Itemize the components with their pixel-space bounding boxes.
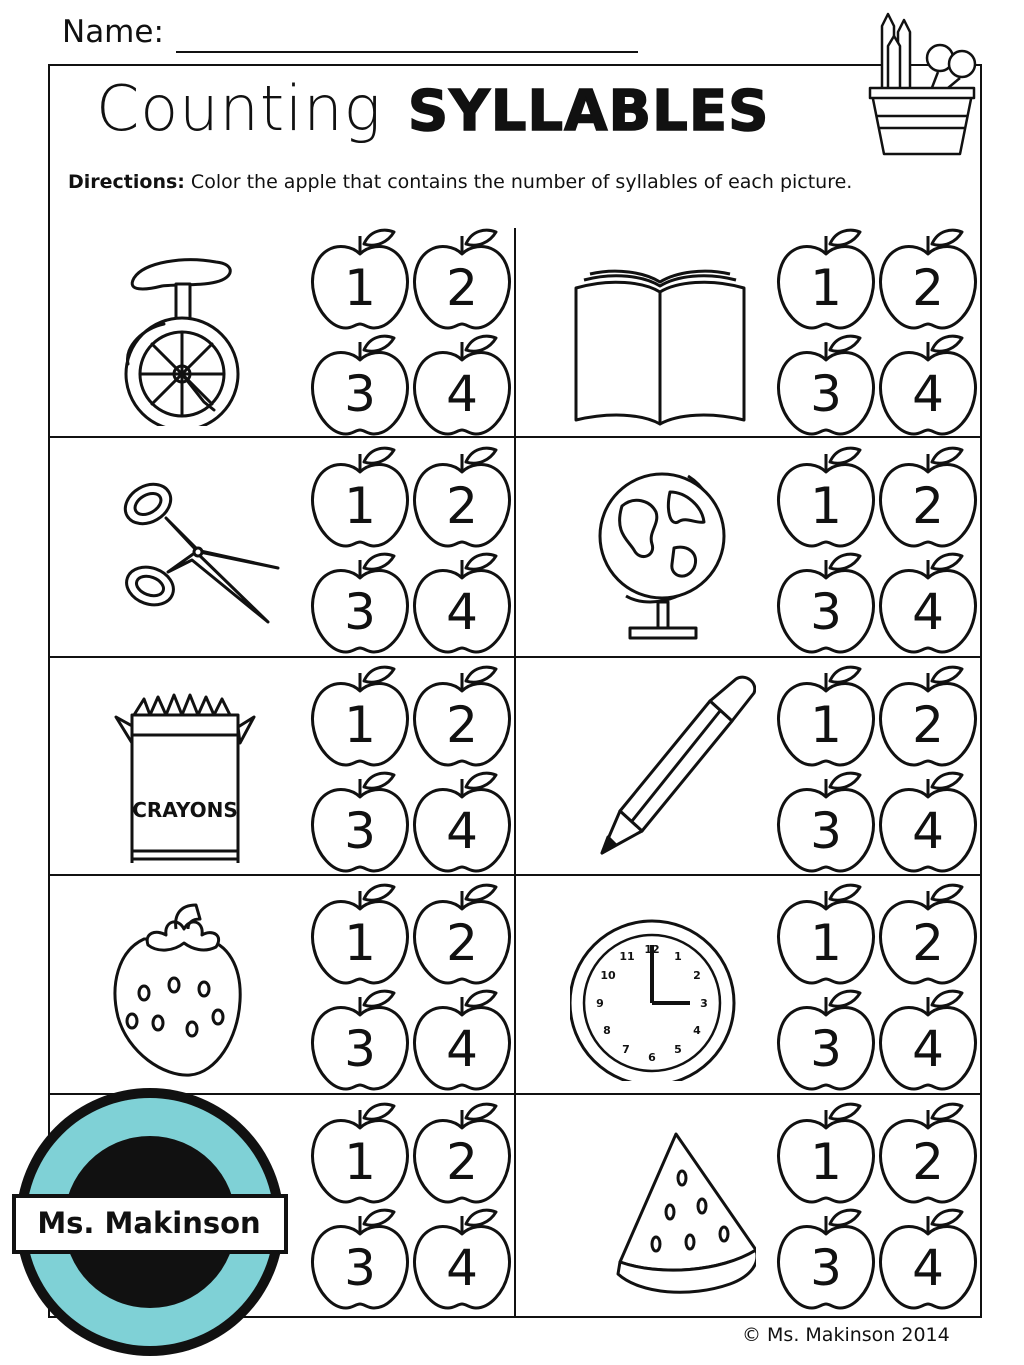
- cell-unicycle: [50, 220, 516, 440]
- apple-number: 2: [912, 1133, 944, 1191]
- apple-number: 4: [446, 1020, 478, 1078]
- apple-choices: [308, 661, 514, 875]
- apple-option-4[interactable]: [410, 985, 514, 1093]
- clock-number-11: 11: [619, 950, 635, 963]
- apple-number: 4: [446, 365, 478, 423]
- apple-option-4[interactable]: [876, 767, 980, 875]
- name-label: Name:: [62, 14, 164, 50]
- clock-number-12: 12: [644, 943, 660, 956]
- apple-number: 1: [344, 696, 376, 754]
- apple-option-2[interactable]: [410, 1098, 514, 1206]
- apple-choices: [308, 1098, 514, 1312]
- apple-option-1[interactable]: [308, 224, 412, 332]
- strawberry-icon: [104, 889, 290, 1081]
- apple-option-2[interactable]: [410, 661, 514, 769]
- apple-number: 1: [344, 259, 376, 317]
- apple-number: 3: [344, 1239, 376, 1297]
- pencil-icon: [570, 671, 756, 863]
- apple-number: 1: [810, 914, 842, 972]
- apple-option-1[interactable]: [308, 661, 412, 769]
- apple-number: 4: [912, 583, 944, 641]
- apple-number: 4: [446, 583, 478, 641]
- apple-option-2[interactable]: [410, 879, 514, 987]
- logo-text: Ms. Makinson: [37, 1206, 261, 1240]
- crayons-box-label: CRAYONS: [132, 798, 238, 822]
- title-syllables: SYLLABLES: [407, 79, 770, 144]
- apple-number: 1: [810, 259, 842, 317]
- apple-option-4[interactable]: [876, 548, 980, 656]
- apple-option-2[interactable]: [876, 661, 980, 769]
- apple-option-3[interactable]: [308, 330, 412, 438]
- cell-pencil: [516, 657, 982, 877]
- apple-option-2[interactable]: [410, 442, 514, 550]
- apple-number: 3: [810, 1239, 842, 1297]
- scissors-icon: [104, 452, 290, 644]
- cell-scissors: [50, 438, 516, 658]
- apple-option-3[interactable]: [774, 330, 878, 438]
- apple-number: 4: [912, 802, 944, 860]
- apple-number: 3: [810, 802, 842, 860]
- apple-option-3[interactable]: [774, 548, 878, 656]
- apple-number: 2: [912, 259, 944, 317]
- apple-number: 2: [446, 696, 478, 754]
- globe-icon: [570, 452, 756, 644]
- apple-option-4[interactable]: [410, 767, 514, 875]
- apple-number: 4: [912, 365, 944, 423]
- apple-number: 3: [810, 583, 842, 641]
- unicycle-icon: [104, 234, 290, 426]
- clock-number-6: 6: [648, 1051, 656, 1064]
- apple-number: 2: [446, 259, 478, 317]
- cell-clock: [516, 875, 982, 1095]
- apple-number: 3: [810, 1020, 842, 1078]
- apple-option-2[interactable]: [876, 224, 980, 332]
- apple-option-4[interactable]: [410, 548, 514, 656]
- apple-number: 1: [810, 696, 842, 754]
- apple-number: 3: [344, 802, 376, 860]
- apple-number: 1: [344, 914, 376, 972]
- apple-number: 4: [912, 1239, 944, 1297]
- clock-icon: [570, 889, 756, 1081]
- apple-number: 3: [344, 365, 376, 423]
- apple-number: 3: [344, 583, 376, 641]
- apple-number: 2: [446, 1133, 478, 1191]
- apple-number: 2: [446, 477, 478, 535]
- apple-option-1[interactable]: [774, 661, 878, 769]
- directions-text: Color the apple that contains the number of syllables of each picture.: [184, 171, 853, 193]
- directions: [68, 171, 852, 193]
- clock-number-8: 8: [603, 1024, 611, 1037]
- apple-number: 2: [912, 914, 944, 972]
- clock-number-3: 3: [700, 997, 708, 1010]
- apple-option-1[interactable]: [774, 224, 878, 332]
- apple-number: 1: [810, 1133, 842, 1191]
- apple-choices: [308, 879, 514, 1093]
- apple-option-4[interactable]: [876, 985, 980, 1093]
- crayons-icon: [104, 671, 290, 863]
- name-blank-line[interactable]: [176, 51, 638, 53]
- apple-choices: [308, 224, 514, 438]
- apple-option-2[interactable]: [876, 1098, 980, 1206]
- apple-option-1[interactable]: [774, 442, 878, 550]
- clock-number-1: 1: [674, 950, 682, 963]
- clock-number-2: 2: [693, 969, 701, 982]
- apple-option-2[interactable]: [410, 224, 514, 332]
- apple-number: 4: [912, 1020, 944, 1078]
- clock-number-4: 4: [693, 1024, 701, 1037]
- clock-number-5: 5: [674, 1043, 682, 1056]
- apple-number: 2: [446, 914, 478, 972]
- watermelon-icon: [570, 1108, 756, 1300]
- apple-choices: [774, 879, 980, 1093]
- apple-number: 4: [446, 802, 478, 860]
- apple-option-1[interactable]: [774, 879, 878, 987]
- apple-option-4[interactable]: [876, 330, 980, 438]
- apple-option-4[interactable]: [410, 1204, 514, 1312]
- directions-label: Directions:: [68, 171, 185, 193]
- apple-option-3[interactable]: [774, 985, 878, 1093]
- apple-option-1[interactable]: [308, 442, 412, 550]
- cell-strawberry: [50, 875, 516, 1095]
- apple-option-3[interactable]: [308, 767, 412, 875]
- apple-option-4[interactable]: [876, 1204, 980, 1312]
- cell-crayons: [50, 657, 516, 877]
- apple-choices: [774, 442, 980, 656]
- apple-option-1[interactable]: [774, 1098, 878, 1206]
- copyright: © Ms. Makinson 2014: [742, 1324, 950, 1346]
- apple-option-3[interactable]: [308, 985, 412, 1093]
- apple-choices: [774, 661, 980, 875]
- cell-watermelon: [516, 1094, 982, 1314]
- apple-number: 3: [810, 365, 842, 423]
- apple-number: 1: [344, 477, 376, 535]
- apple-option-1[interactable]: [308, 1098, 412, 1206]
- title-counting: Counting: [96, 72, 382, 145]
- apple-option-3[interactable]: [774, 1204, 878, 1312]
- apple-number: 4: [446, 1239, 478, 1297]
- apple-number: 2: [912, 696, 944, 754]
- apple-number: 1: [810, 477, 842, 535]
- apple-number: 2: [912, 477, 944, 535]
- apple-option-4[interactable]: [410, 330, 514, 438]
- apple-number: 3: [344, 1020, 376, 1078]
- clock-number-10: 10: [600, 969, 616, 982]
- clock-number-9: 9: [596, 997, 604, 1010]
- apple-choices: [308, 442, 514, 656]
- book-icon: [570, 234, 756, 426]
- apple-option-3[interactable]: [308, 1204, 412, 1312]
- pencil-cup-icon: [858, 6, 986, 158]
- worksheet-title: [96, 72, 769, 152]
- apple-option-3[interactable]: [774, 767, 878, 875]
- apple-option-1[interactable]: [308, 879, 412, 987]
- apple-choices: [774, 1098, 980, 1312]
- apple-option-2[interactable]: [876, 442, 980, 550]
- apple-option-2[interactable]: [876, 879, 980, 987]
- apple-option-3[interactable]: [308, 548, 412, 656]
- cell-book: [516, 220, 982, 440]
- apple-choices: [774, 224, 980, 438]
- apple-number: 1: [344, 1133, 376, 1191]
- clock-number-7: 7: [622, 1043, 630, 1056]
- cell-globe: [516, 438, 982, 658]
